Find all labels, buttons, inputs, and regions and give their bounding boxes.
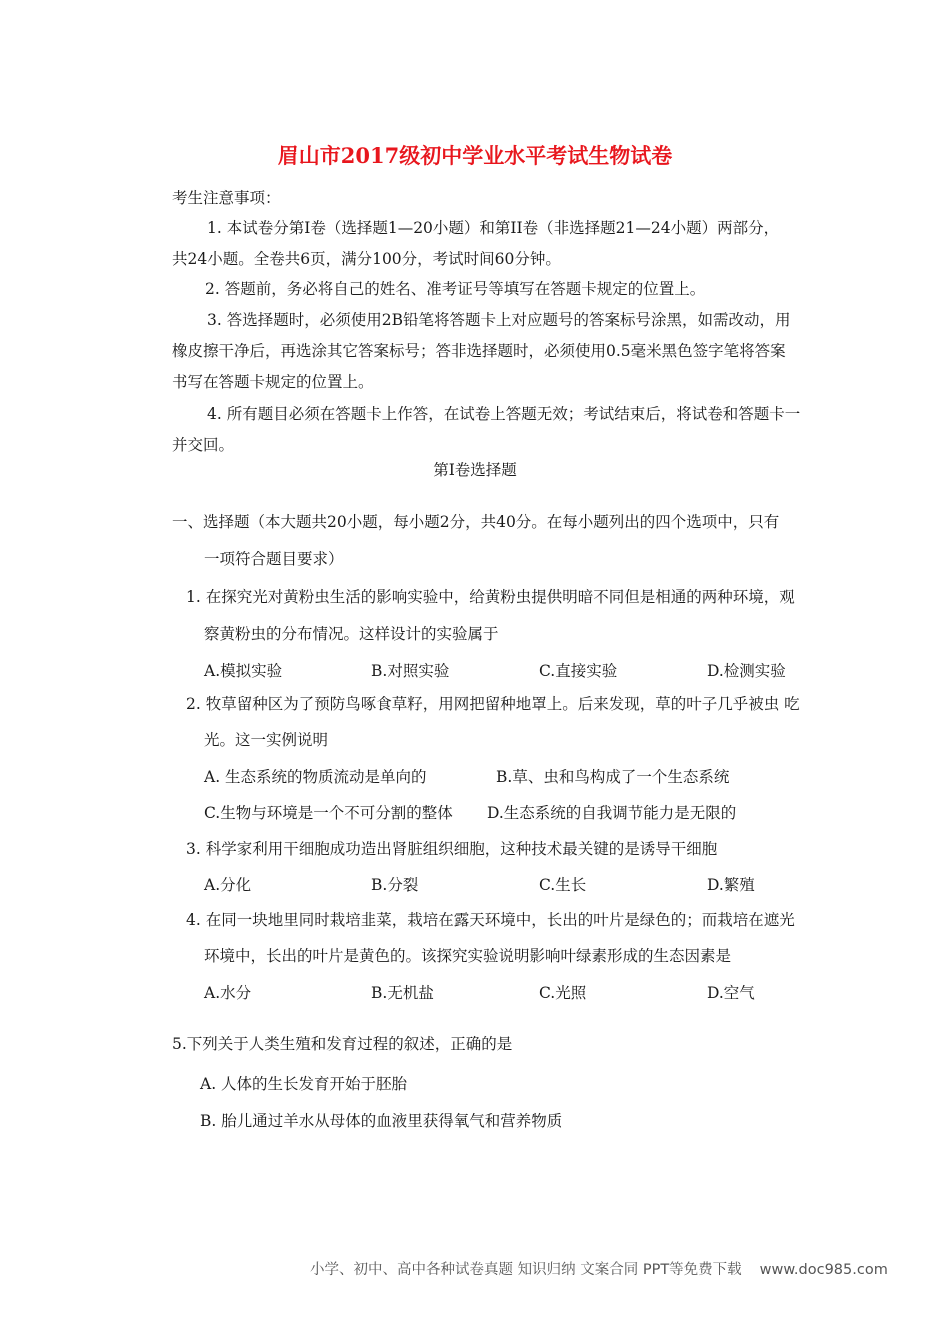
question-5-line-1: 5.下列关于人类生殖和发育过程的叙述，正确的是 (172, 1035, 513, 1053)
question-4-option-c: C.光照 (539, 984, 587, 1002)
question-4-line-2: 环境中，长出的叶片是黄色的。该探究实验说明影响叶绿素形成的生态因素是 (204, 947, 732, 965)
question-3-line-1: 3. 科学家利用干细胞成功造出肾脏组织细胞，这种技术最关键的是诱导干细胞 (186, 840, 718, 858)
question-5-option-b: B. 胎儿通过羊水从母体的血液里获得氧气和营养物质 (200, 1112, 563, 1130)
question-2-option-a: A. 生态系统的物质流动是单向的 (204, 768, 427, 786)
notice-heading: 考生注意事项： (172, 189, 281, 207)
question-4-option-d: D.空气 (707, 984, 755, 1002)
part1-heading-line-2: 一项符合题目要求） (204, 550, 344, 568)
question-2-option-d: D.生态系统的自我调节能力是无限的 (487, 804, 737, 822)
notice-item-4-line-2: 并交回。 (172, 436, 235, 454)
question-4-line-1: 4. 在同一块地里同时栽培韭菜，栽培在露天环境中，长出的叶片是绿色的；而栽培在遮光 (186, 911, 795, 929)
question-2-line-1: 2. 牧草留种区为了预防鸟啄食草籽，用网把留种地罩上。后来发现，草的叶子几乎被虫 吃 (186, 695, 800, 713)
part1-heading-line-1: 一、选择题（本大题共20小题，每小题2分，共40分。在每小题列出的四个选项中，只有 (172, 513, 780, 531)
footer-site-link[interactable]: www.doc985.com (759, 1262, 888, 1278)
question-2-option-b: B.草、虫和鸟构成了一个生态系统 (496, 768, 730, 786)
question-1-option-d: D.检测实验 (707, 662, 786, 680)
question-2-line-2: 光。这一实例说明 (204, 731, 329, 749)
question-4-option-b: B.无机盐 (371, 984, 434, 1002)
notice-item-3-line-1: 3. 答选择题时，必须使用2B铅笔将答题卡上对应题号的答案标号涂黑，如需改动，用 (207, 311, 791, 329)
question-1-option-a: A.模拟实验 (204, 662, 283, 680)
question-2-option-c: C.生物与环境是一个不可分割的整体 (204, 804, 453, 822)
question-3-option-c: C.生长 (539, 876, 587, 894)
question-1-line-2: 察黄粉虫的分布情况。这样设计的实验属于 (204, 625, 499, 643)
question-3-option-d: D.繁殖 (707, 876, 755, 894)
question-3-option-b: B.分裂 (371, 876, 419, 894)
notice-item-3-line-3: 书写在答题卡规定的位置上。 (172, 373, 374, 391)
question-3-option-a: A.分化 (204, 876, 252, 894)
footer-text: 小学、初中、高中各种试卷真题 知识归纳 文案合同 PPT等免费下载 (310, 1262, 742, 1278)
exam-title: 眉山市2017级初中学业水平考试生物试卷 (277, 143, 673, 168)
notice-item-2: 2. 答题前，务必将自己的姓名、准考证号等填写在答题卡规定的位置上。 (205, 280, 706, 298)
section-title: 第Ⅰ卷选择题 (433, 461, 517, 479)
notice-item-1-line-2: 共24小题。全卷共6页，满分100分，考试时间60分钟。 (172, 250, 561, 268)
page-footer (310, 1260, 888, 1280)
notice-item-4-line-1: 4. 所有题目必须在答题卡上作答，在试卷上答题无效；考试结束后，将试卷和答题卡一 (207, 405, 801, 423)
notice-item-3-line-2: 橡皮擦干净后，再选涂其它答案标号；答非选择题时，必须使用0.5毫米黑色签字笔将答案 (172, 342, 786, 360)
question-1-option-c: C.直接实验 (539, 662, 618, 680)
notice-item-1-line-1: 1. 本试卷分第Ⅰ卷（选择题1—20小题）和第II卷（非选择题21—24小题）两部分， (207, 219, 780, 237)
question-4-option-a: A.水分 (204, 984, 252, 1002)
question-1-line-1: 1. 在探究光对黄粉虫生活的影响实验中，给黄粉虫提供明暗不同但是相通的两种环境，观 (186, 588, 795, 606)
question-5-option-a: A. 人体的生长发育开始于胚胎 (200, 1075, 408, 1093)
question-1-option-b: B.对照实验 (371, 662, 450, 680)
